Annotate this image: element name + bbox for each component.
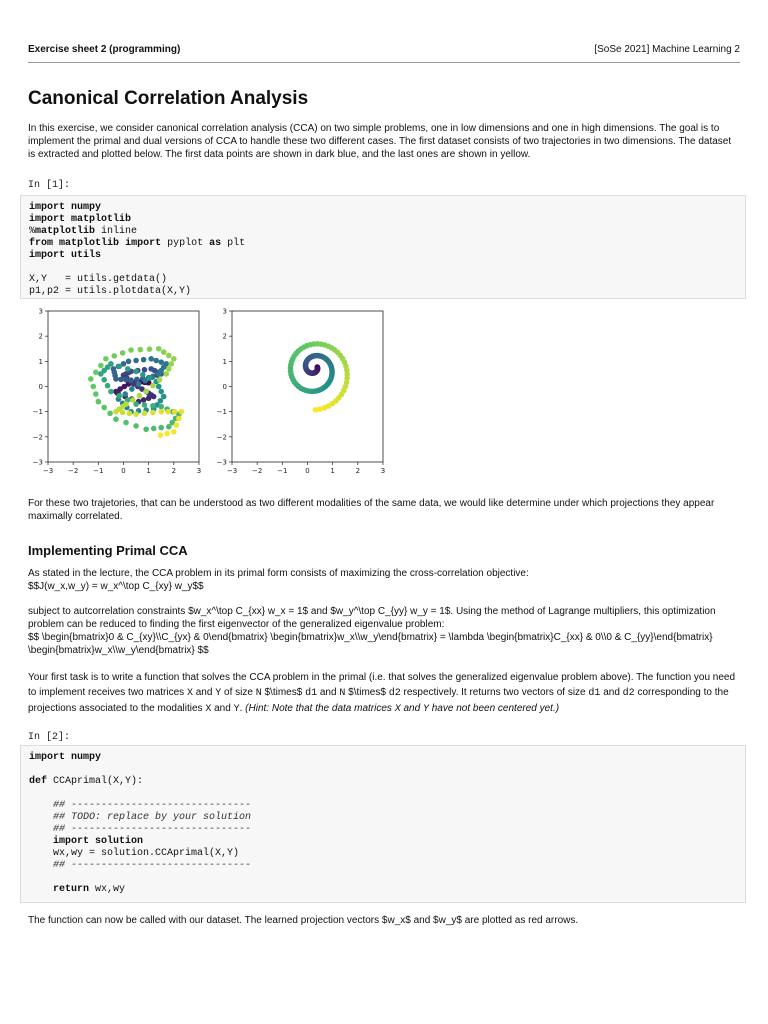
x-tick-label: 2 bbox=[171, 467, 177, 475]
code-line bbox=[29, 202, 737, 214]
y-tick-label: −1 bbox=[32, 408, 43, 417]
code-line bbox=[29, 788, 737, 800]
data-point bbox=[164, 431, 170, 437]
code-line bbox=[29, 262, 737, 274]
data-point bbox=[88, 376, 94, 382]
data-point bbox=[111, 353, 117, 359]
inline-d1-2: d1 bbox=[588, 688, 601, 699]
x-tick-label: −3 bbox=[42, 467, 54, 475]
code-token: wx,wy = solution.CCAprimal(X,Y) bbox=[29, 848, 240, 859]
data-point bbox=[161, 394, 167, 400]
code-line bbox=[29, 836, 737, 848]
data-point bbox=[105, 383, 111, 389]
inline-y: Y bbox=[215, 688, 222, 699]
inline-d2: d2 bbox=[388, 688, 401, 699]
inline-size: of size bbox=[224, 687, 253, 698]
code-token: p1,p2 = utils.plotdata(X,Y) bbox=[29, 286, 192, 297]
code-token: import bbox=[125, 238, 162, 249]
inline-d2-2: d2 bbox=[622, 688, 635, 699]
x-tick-label: 1 bbox=[330, 467, 335, 475]
code-token: from bbox=[29, 238, 54, 249]
x-tick-label: 1 bbox=[146, 467, 151, 475]
data-point bbox=[157, 377, 163, 383]
paragraph-objective bbox=[28, 567, 740, 593]
data-point bbox=[147, 346, 153, 352]
data-point bbox=[130, 397, 136, 403]
code-token: utils bbox=[71, 250, 102, 261]
data-point bbox=[150, 403, 156, 409]
code-token: numpy bbox=[71, 202, 102, 213]
x-tick-label: 3 bbox=[380, 467, 386, 475]
inline-and-3: and bbox=[603, 687, 620, 698]
data-point bbox=[151, 426, 157, 432]
data-point bbox=[158, 359, 164, 365]
data-point bbox=[176, 416, 182, 422]
data-point bbox=[136, 381, 142, 387]
code-line bbox=[29, 800, 737, 812]
data-point bbox=[133, 423, 139, 429]
data-point bbox=[158, 389, 164, 395]
data-point bbox=[120, 410, 126, 416]
code-token: ## ------------------------------ bbox=[53, 860, 252, 871]
data-point bbox=[143, 426, 149, 432]
header-left: Exercise sheet 2 (programming) bbox=[28, 44, 181, 55]
y-tick-label: 2 bbox=[222, 332, 227, 341]
x-tick-label: −3 bbox=[226, 467, 238, 475]
code-token bbox=[29, 884, 53, 895]
inline-and: and bbox=[195, 687, 213, 698]
eigen-formula: $$ \begin{bmatrix}0 & C_{xy}\\C_{yx} & 0\end{bmatrix} \begin{bmatrix}w_x\\w_y\end{bmatrix} = \lambda \begin{bmatrix}C_{xx} & 0\\0 & C_{yy}\end{bmatrix} \begin{bmatrix}w_x\\w_y\end{bmatrix} $$ bbox=[28, 632, 713, 656]
data-point bbox=[118, 377, 124, 383]
code-token: matplotlib bbox=[35, 226, 96, 237]
x-tick-label: −2 bbox=[252, 467, 263, 475]
data-point bbox=[150, 410, 156, 416]
data-point bbox=[140, 372, 146, 378]
task-text: Your first task is to write a function that solves the CCA problem in the primal (i.e. that solves the generalized eigenvalue problem above). The function you need to implement receives two matrices bbox=[28, 672, 736, 698]
cell2-prompt: In [2]: bbox=[28, 732, 71, 743]
code-token: import bbox=[29, 752, 66, 763]
data-point bbox=[93, 391, 99, 397]
y-tick-label: −1 bbox=[216, 408, 227, 417]
data-point bbox=[101, 405, 107, 411]
data-point bbox=[158, 432, 164, 438]
section-heading: Implementing Primal CCA bbox=[28, 543, 188, 558]
plot-frame bbox=[232, 311, 383, 462]
code-token bbox=[29, 800, 53, 811]
code-line bbox=[29, 848, 737, 860]
paragraph-trajectories: For these two trajetories, that can be understood as two different modalities of the same data, we would like determine under which projections they appear maximally correlated. bbox=[28, 498, 715, 522]
plot-right-svg bbox=[210, 305, 395, 480]
objective-text: As stated in the lecture, the CCA problem in its primal form consists of maximizing the cross-correlation objective: bbox=[28, 568, 529, 579]
data-point bbox=[133, 411, 139, 417]
data-point bbox=[165, 409, 171, 415]
code-token: wx,wy bbox=[89, 884, 126, 895]
data-point bbox=[108, 389, 114, 395]
code-line bbox=[29, 812, 737, 824]
y-tick-label: 2 bbox=[38, 332, 43, 341]
y-tick-label: 1 bbox=[222, 357, 227, 366]
code-token: return bbox=[53, 884, 90, 895]
data-point bbox=[169, 361, 175, 367]
x-tick-label: −1 bbox=[277, 467, 288, 475]
data-point bbox=[148, 356, 154, 362]
data-point bbox=[133, 369, 139, 375]
constraints-text: subject to autcorrelation constraints $w_x^\top C_{xx} w_x = 1$ and $w_y^\top C_{yy} w_y = 1$. Using the method of Lagrange multipliers, this optimization problem can be reduced to finding the first eigenvector of the generalized eigenvalue problem: bbox=[28, 606, 716, 630]
data-point bbox=[122, 391, 128, 397]
inline-times-2: $\times$ bbox=[348, 687, 386, 698]
code-token: ## ------------------------------ bbox=[53, 800, 252, 811]
paragraph-call: The function can now be called with our dataset. The learned projection vectors $w_x$ and $w_y$ are plotted as red arrows. bbox=[28, 915, 579, 926]
data-point bbox=[156, 346, 162, 352]
data-point bbox=[137, 347, 143, 353]
inline-d1: d1 bbox=[305, 688, 318, 699]
inline-n: N bbox=[255, 688, 262, 699]
hint-y: Y bbox=[422, 704, 429, 715]
code-token: solution bbox=[95, 836, 144, 847]
data-point bbox=[158, 409, 164, 415]
code-token: plt bbox=[221, 238, 246, 249]
scatter-plot-right bbox=[210, 305, 395, 485]
code-token: import bbox=[29, 250, 66, 261]
data-point bbox=[125, 366, 131, 372]
data-point bbox=[128, 347, 134, 353]
data-point bbox=[142, 367, 148, 373]
code-token: pyplot bbox=[161, 238, 210, 249]
data-point bbox=[126, 359, 132, 365]
data-point bbox=[147, 375, 153, 381]
data-point bbox=[91, 384, 97, 390]
data-point bbox=[111, 366, 117, 372]
x-tick-label: −2 bbox=[68, 467, 79, 475]
code-token bbox=[29, 824, 53, 835]
inline-y-2: Y bbox=[233, 704, 240, 715]
y-tick-label: 0 bbox=[38, 383, 43, 391]
data-point bbox=[101, 377, 107, 383]
data-point bbox=[171, 429, 177, 435]
x-tick-label: −1 bbox=[93, 467, 104, 475]
code-line bbox=[29, 250, 737, 262]
data-point bbox=[172, 409, 178, 415]
hint-text bbox=[245, 703, 559, 714]
code-cell-2[interactable] bbox=[20, 745, 746, 903]
paragraph-task bbox=[28, 670, 740, 717]
task-rest: respectively. It returns two vectors of size bbox=[403, 687, 586, 698]
data-point bbox=[174, 422, 180, 428]
inline-x: X bbox=[186, 688, 193, 699]
task-corr: corresponding to the projections associated to the modalities bbox=[28, 687, 729, 714]
code-token: import bbox=[29, 202, 66, 213]
code-line bbox=[29, 884, 737, 896]
data-point bbox=[137, 393, 143, 399]
code-token: ## TODO: replace by your solution bbox=[53, 812, 252, 823]
code-line bbox=[29, 764, 737, 776]
data-point bbox=[142, 411, 148, 417]
code-token: def bbox=[29, 776, 48, 787]
data-point bbox=[120, 350, 126, 356]
data-point bbox=[161, 349, 167, 355]
inline-and-2: and bbox=[319, 687, 337, 698]
data-point bbox=[117, 364, 123, 370]
code-line bbox=[29, 752, 737, 764]
data-point bbox=[133, 358, 139, 364]
x-tick-label: 0 bbox=[121, 467, 126, 475]
page-title: Canonical Correlation Analysis bbox=[28, 88, 309, 109]
data-point bbox=[98, 363, 104, 369]
code-token: CCAprimal(X,Y): bbox=[47, 776, 144, 787]
inline-n-2: N bbox=[339, 688, 346, 699]
y-tick-label: −2 bbox=[216, 433, 227, 442]
code-token: as bbox=[209, 238, 222, 249]
inline-and-4: and bbox=[214, 703, 231, 714]
data-point bbox=[129, 386, 135, 392]
code-token bbox=[29, 836, 53, 847]
data-point bbox=[141, 357, 147, 363]
objective-formula: $$J(w_x,w_y) = w_x^\top C_{xy} w_y$$ bbox=[28, 581, 204, 592]
y-tick-label: 0 bbox=[222, 383, 227, 391]
data-point bbox=[179, 409, 185, 415]
data-point bbox=[163, 371, 169, 377]
code-line bbox=[29, 274, 737, 286]
y-tick-label: −3 bbox=[32, 458, 43, 467]
data-point bbox=[166, 424, 172, 430]
data-point bbox=[150, 383, 156, 389]
y-tick-label: 3 bbox=[222, 307, 227, 316]
y-tick-label: −3 bbox=[216, 458, 227, 467]
inline-times: $\times$ bbox=[264, 687, 303, 698]
data-point bbox=[107, 411, 113, 417]
code-token: inline bbox=[95, 226, 138, 237]
code-line bbox=[29, 860, 737, 872]
inline-x-2: X bbox=[205, 704, 212, 715]
data-point bbox=[158, 404, 164, 410]
data-point bbox=[117, 393, 123, 399]
y-tick-label: −2 bbox=[32, 433, 43, 442]
code-line bbox=[29, 824, 737, 836]
data-point bbox=[113, 416, 119, 422]
hint-start: (Hint: Note that the data matrices bbox=[245, 703, 392, 714]
code-token: matplotlib bbox=[59, 238, 120, 249]
hint-and: and bbox=[403, 703, 421, 714]
data-point bbox=[93, 369, 99, 375]
data-point bbox=[166, 366, 172, 372]
cell1-prompt: In [1]: bbox=[28, 180, 71, 191]
data-point bbox=[123, 420, 129, 426]
code-line bbox=[29, 776, 737, 788]
y-tick-label: 3 bbox=[38, 307, 43, 316]
code-token: numpy bbox=[71, 752, 102, 763]
data-point bbox=[153, 358, 159, 364]
code-line bbox=[29, 872, 737, 884]
code-token: % bbox=[29, 226, 36, 237]
code-line bbox=[29, 238, 737, 250]
data-point bbox=[123, 377, 129, 383]
code-token bbox=[29, 860, 53, 871]
x-tick-label: 2 bbox=[355, 467, 361, 475]
scatter-plot-left bbox=[26, 305, 211, 485]
data-point bbox=[127, 411, 133, 417]
hint-x: X bbox=[394, 704, 401, 715]
code-line bbox=[29, 286, 737, 298]
task-end: . bbox=[239, 703, 243, 714]
code-token: matplotlib bbox=[71, 214, 132, 225]
code-line bbox=[29, 226, 737, 238]
data-point bbox=[103, 356, 109, 362]
y-tick-label: 1 bbox=[38, 357, 43, 366]
plot-left-svg bbox=[26, 305, 211, 480]
data-point bbox=[313, 407, 319, 413]
code-token: ## ------------------------------ bbox=[53, 824, 252, 835]
data-point bbox=[128, 377, 134, 383]
data-point bbox=[158, 425, 164, 431]
data-point bbox=[156, 384, 162, 390]
data-point bbox=[142, 402, 148, 408]
code-token: import bbox=[53, 836, 90, 847]
code-token: import bbox=[29, 214, 66, 225]
code-token bbox=[29, 812, 53, 823]
data-point bbox=[166, 353, 172, 359]
code-cell-1[interactable] bbox=[20, 195, 746, 299]
code-line bbox=[29, 214, 737, 226]
data-point bbox=[156, 371, 162, 377]
data-point bbox=[141, 397, 147, 403]
hint-end: have not been centered yet.) bbox=[431, 703, 560, 714]
x-tick-label: 0 bbox=[305, 467, 310, 475]
data-point bbox=[98, 371, 104, 377]
data-point bbox=[113, 409, 119, 415]
header-right: [SoSe 2021] Machine Learning 2 bbox=[594, 44, 740, 55]
page-header bbox=[28, 38, 740, 63]
data-point bbox=[171, 356, 177, 362]
intro-paragraph: In this exercise, we consider canonical correlation analysis (CCA) on two simple problems, one in low dimensions and one in high dimensions. The goal is to implement the primal and dual versions of CCA to handle these two different cases. The first dataset consists of two trajectories in two dimensions. The dataset is extracted and plotted below. The first data points are shown in dark blue, and the last ones are shown in yellow. bbox=[28, 123, 732, 160]
code-token: X,Y = utils.getdata() bbox=[29, 274, 168, 285]
paragraph-constraints bbox=[28, 605, 740, 657]
data-point bbox=[143, 389, 149, 395]
data-point bbox=[96, 399, 102, 405]
x-tick-label: 3 bbox=[196, 467, 202, 475]
